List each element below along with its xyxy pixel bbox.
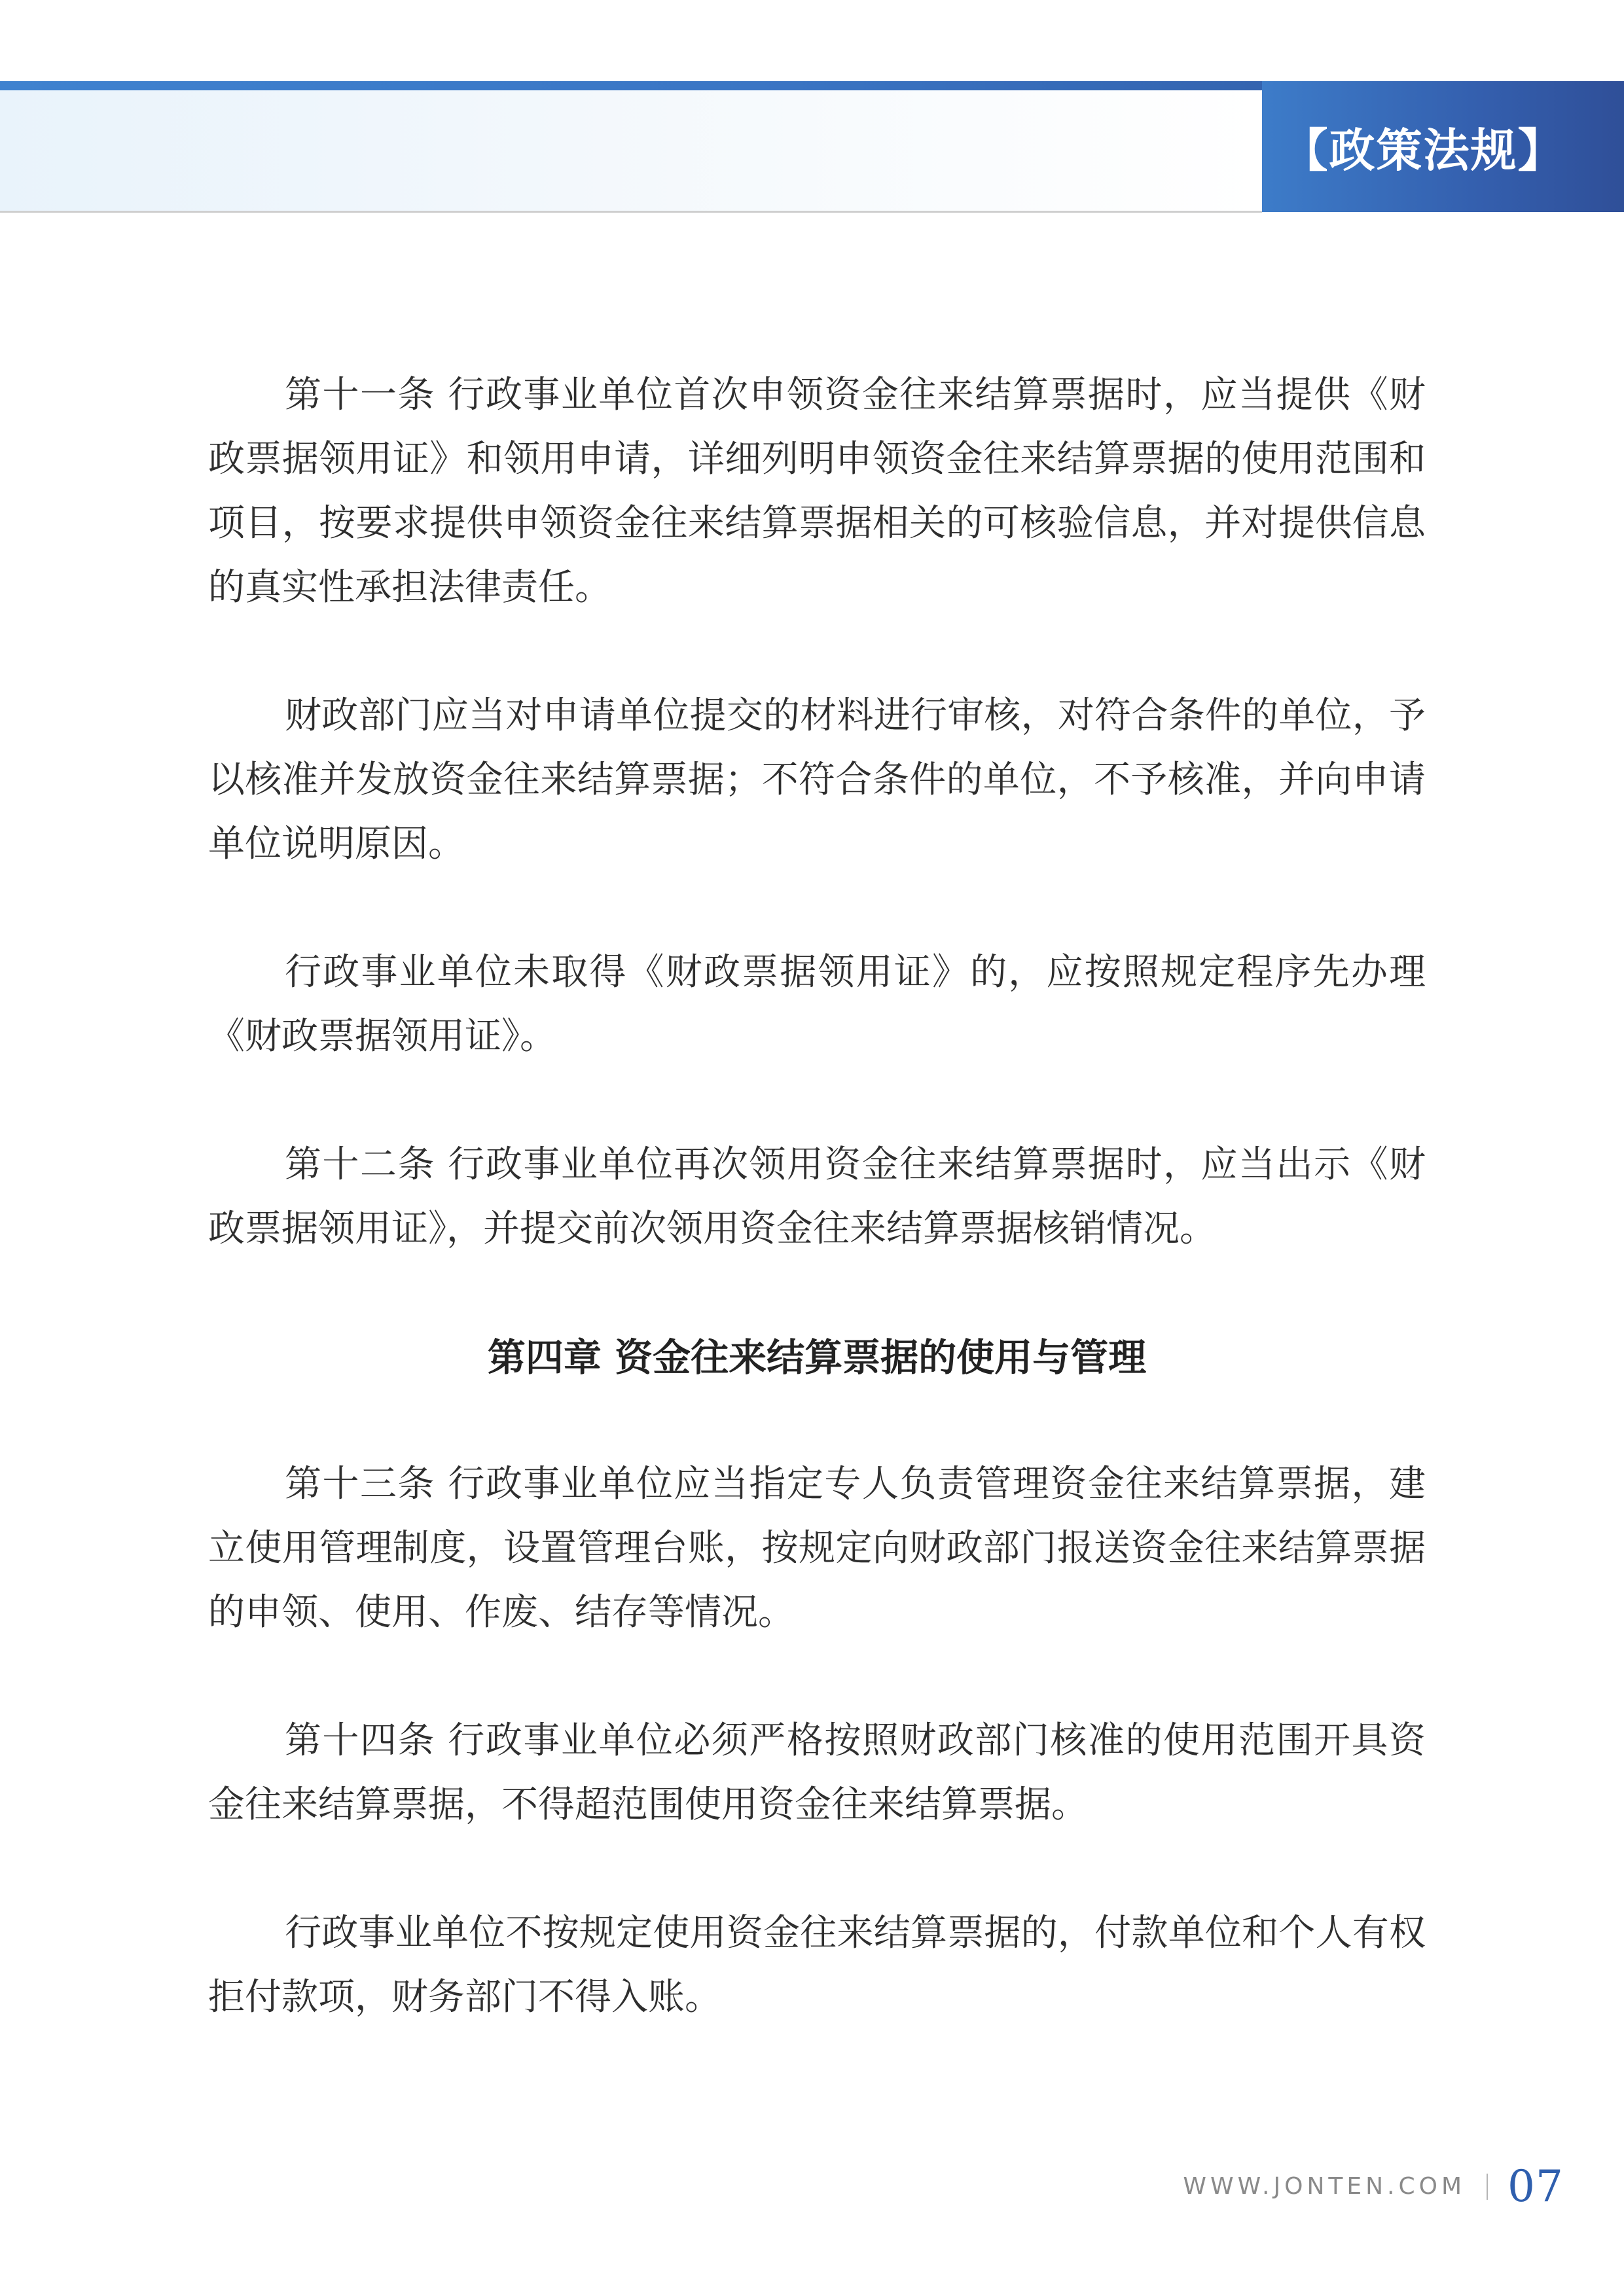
- page-footer: [1183, 2161, 1564, 2212]
- article-14-paragraph: 第十四条 行政事业单位必须严格按照财政部门核准的使用范围开具资金往来结算票据，不得超范围使用资金往来结算票据。: [208, 1719, 1426, 1826]
- review-paragraph: 财政部门应当对申请单位提交的材料进行审核，对符合条件的单位，予以核准并发放资金往来结算票据；不符合条件的单位，不予核准，并向申请单位说明原因。: [208, 694, 1426, 865]
- chapter-title: 第四章 资金往来结算票据的使用与管理: [487, 1335, 1147, 1380]
- document-body: [208, 363, 1426, 2094]
- section-tab: [1262, 81, 1624, 212]
- footer-divider: [1487, 2174, 1488, 2200]
- refusal-paragraph: 行政事业单位不按规定使用资金往来结算票据的，付款单位和个人有权拒付款项，财务部门不得入账。: [208, 1912, 1426, 2018]
- header-accent-line: [0, 81, 1262, 90]
- article-11-paragraph: 第十一条 行政事业单位首次申领资金往来结算票据时，应当提供《财政票据领用证》和领用申请，详细列明申领资金往来结算票据的使用范围和项目，按要求提供申领资金往来结算票据相关的可核验信息，并对提供信息的真实性承担法律责任。: [208, 374, 1426, 609]
- article-12-paragraph: 第十二条 行政事业单位再次领用资金往来结算票据时，应当出示《财政票据领用证》，并提交前次领用资金往来结算票据核销情况。: [208, 1143, 1426, 1250]
- website-link[interactable]: WWW.JONTEN.COM: [1183, 2173, 1466, 2200]
- header-band: [0, 90, 1262, 212]
- page-number: 07: [1507, 2161, 1564, 2212]
- certificate-paragraph: 行政事业单位未取得《财政票据领用证》的，应按照规定程序先办理《财政票据领用证》。: [208, 951, 1426, 1058]
- header-divider: [0, 211, 1262, 213]
- section-label: 【政策法规】: [1282, 122, 1565, 177]
- article-13-paragraph: 第十三条 行政事业单位应当指定专人负责管理资金往来结算票据，建立使用管理制度，设置管理台账，按规定向财政部门报送资金往来结算票据的申领、使用、作废、结存等情况。: [208, 1463, 1426, 1634]
